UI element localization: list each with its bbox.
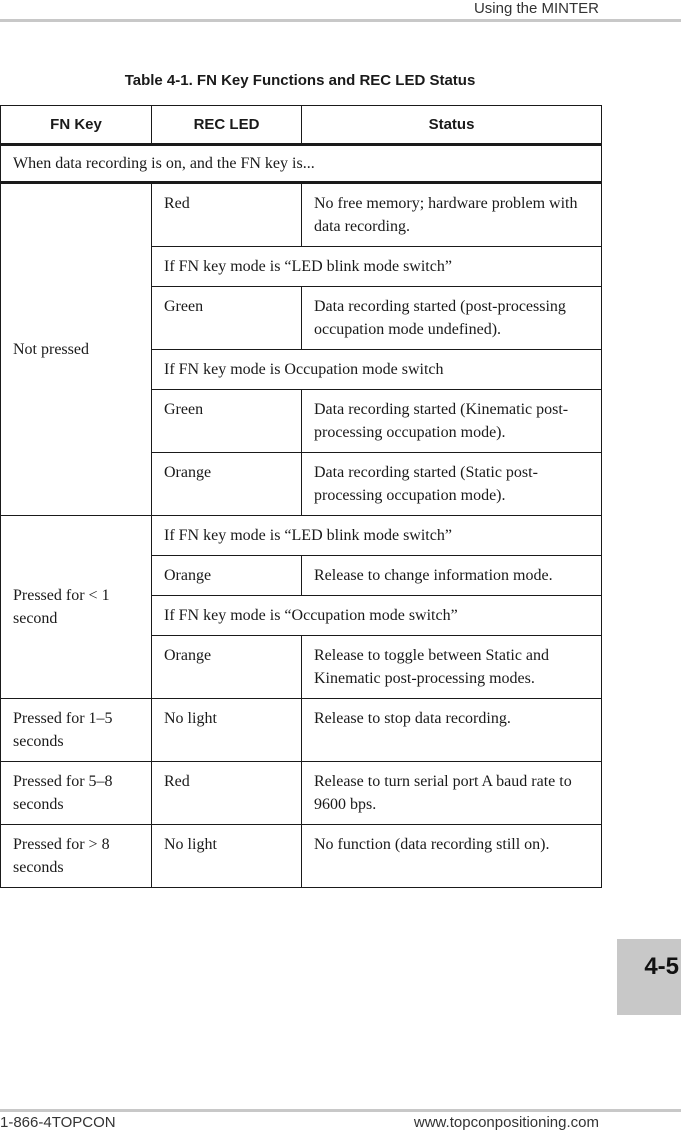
- footer-phone: 1-866-4TOPCON: [0, 1114, 116, 1131]
- status-cell: Data recording started (Static post-processing occupation mode).: [302, 453, 602, 516]
- status-cell: Release to stop data recording.: [302, 699, 602, 762]
- mode-condition-cell: If FN key mode is “LED blink mode switch”: [152, 516, 602, 556]
- table-row: [1, 145, 602, 183]
- page-number: 4-5: [644, 953, 679, 980]
- recording-note: When data recording is on, and the FN key is...: [1, 145, 602, 183]
- rec-led-cell: Green: [152, 390, 302, 453]
- rec-led-cell: Orange: [152, 453, 302, 516]
- status-cell: Data recording started (Kinematic post-processing occupation mode).: [302, 390, 602, 453]
- mode-condition-cell: If FN key mode is Occupation mode switch: [152, 350, 602, 390]
- fn-key-cell: Pressed for < 1 second: [1, 516, 152, 699]
- status-cell: No function (data recording still on).: [302, 825, 602, 888]
- rec-led-cell: Orange: [152, 636, 302, 699]
- table-row: [1, 699, 602, 762]
- fn-key-cell: Pressed for > 8 seconds: [1, 825, 152, 888]
- footer-rule: [0, 1109, 681, 1112]
- status-cell: Data recording started (post-processing occupation mode undefined).: [302, 287, 602, 350]
- mode-condition-cell: If FN key mode is “Occupation mode switch”: [152, 596, 602, 636]
- table-row: [1, 183, 602, 247]
- column-header: REC LED: [152, 106, 302, 145]
- table-caption: Table 4-1. FN Key Functions and REC LED Status: [124, 72, 476, 89]
- column-header: Status: [302, 106, 602, 145]
- mode-condition-cell: If FN key mode is “LED blink mode switch”: [152, 247, 602, 287]
- fn-key-table: [0, 105, 602, 888]
- table-row: [1, 762, 602, 825]
- table-row: [1, 825, 602, 888]
- column-header: FN Key: [1, 106, 152, 145]
- fn-key-cell: Not pressed: [1, 183, 152, 516]
- rec-led-cell: Orange: [152, 556, 302, 596]
- fn-key-cell: Pressed for 5–8 seconds: [1, 762, 152, 825]
- status-cell: Release to toggle between Static and Kinematic post-processing modes.: [302, 636, 602, 699]
- table-header-row: [1, 106, 602, 145]
- rec-led-cell: Green: [152, 287, 302, 350]
- status-cell: No free memory; hardware problem with data recording.: [302, 183, 602, 247]
- rec-led-cell: No light: [152, 825, 302, 888]
- fn-key-cell: Pressed for 1–5 seconds: [1, 699, 152, 762]
- table-row: [1, 516, 602, 556]
- rec-led-cell: Red: [152, 183, 302, 247]
- status-cell: Release to turn serial port A baud rate to 9600 bps.: [302, 762, 602, 825]
- footer-website: www.topconpositioning.com: [413, 1114, 599, 1131]
- rec-led-cell: Red: [152, 762, 302, 825]
- running-header: Using the MINTER: [473, 0, 599, 17]
- status-cell: Release to change information mode.: [302, 556, 602, 596]
- chapter-page-tab: [617, 939, 681, 1015]
- rec-led-cell: No light: [152, 699, 302, 762]
- header-rule: [0, 19, 681, 22]
